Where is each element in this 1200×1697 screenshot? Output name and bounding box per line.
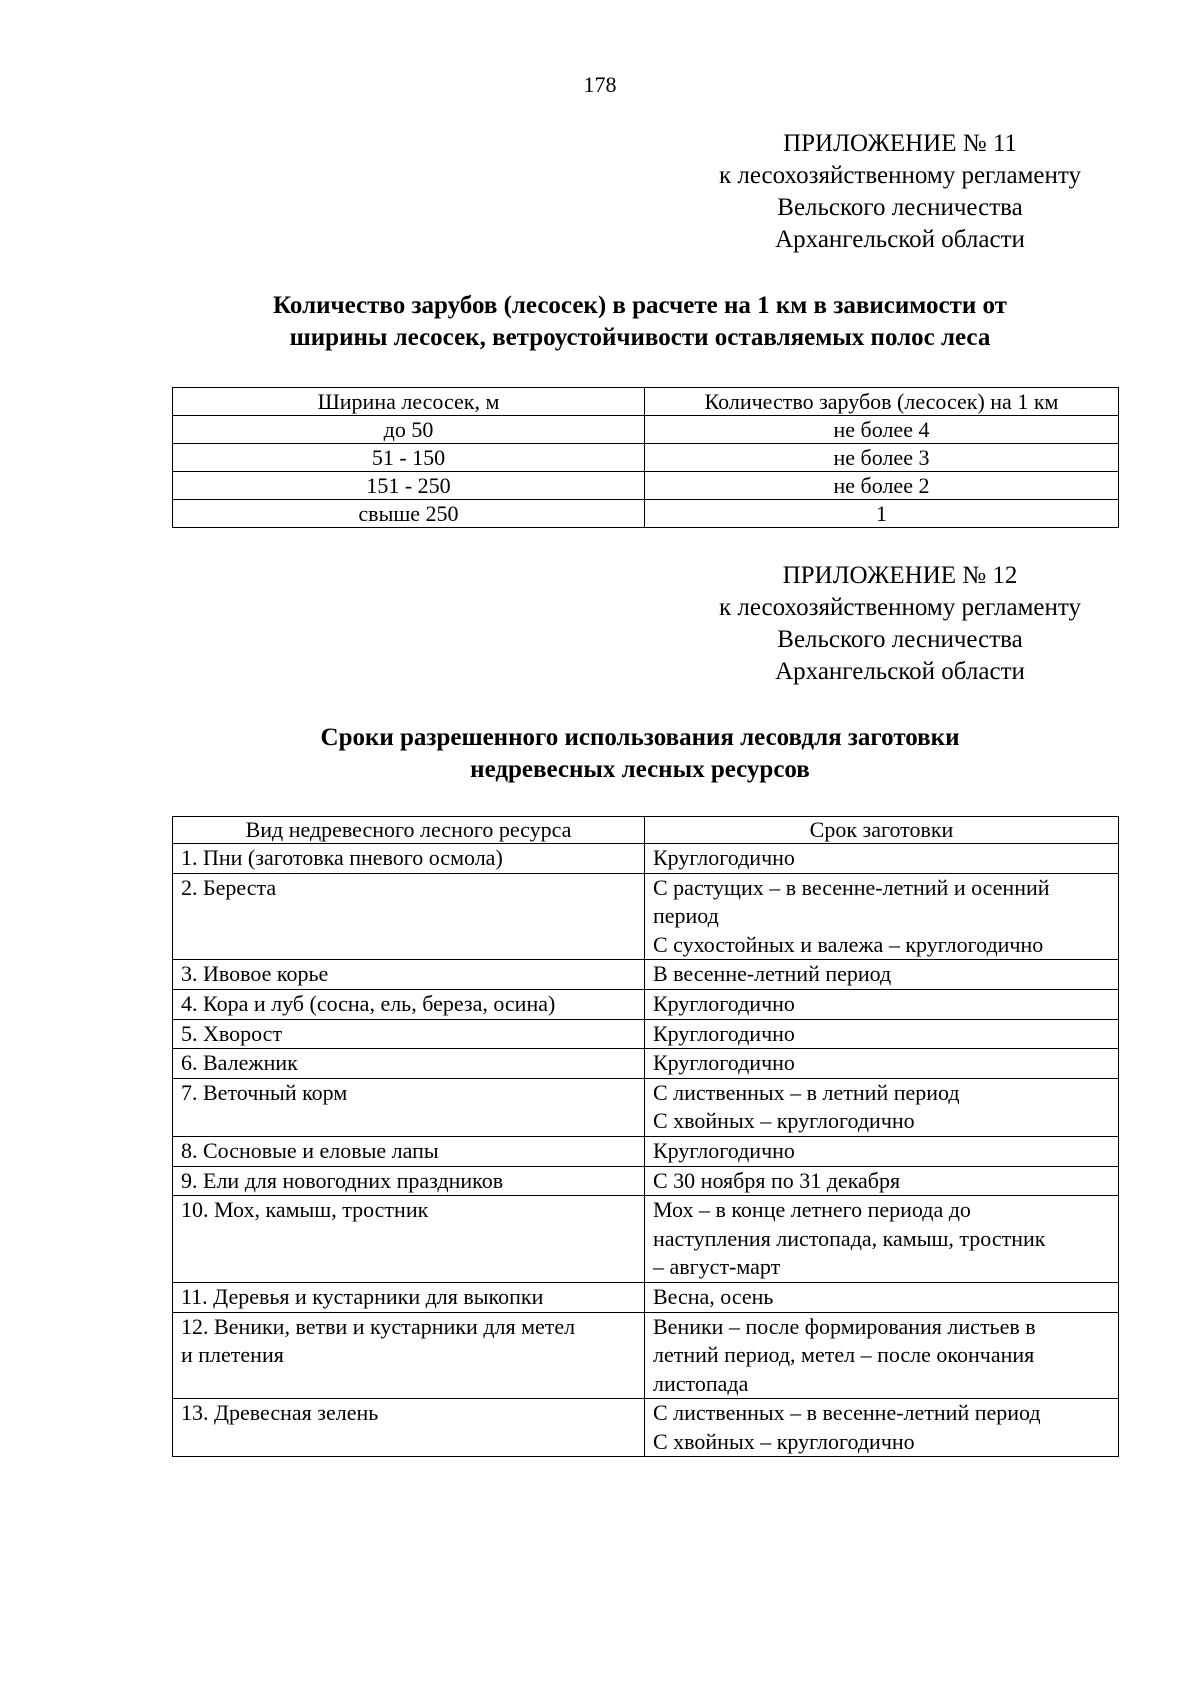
resource-cell — [173, 1166, 645, 1196]
resource-cell-line: 1. Пни (заготовка пневого осмола) — [181, 845, 503, 870]
term-cell-line: – август-март — [653, 1254, 781, 1280]
resource-cell-line: 7. Веточный корм — [181, 1079, 348, 1105]
table-1-title-line: Количество зарубов (лесосек) в расчете на 1 км в зависимости от — [273, 292, 1007, 319]
table-row — [173, 1166, 1119, 1196]
appendix-12-line: Вельского лесничества — [777, 626, 1023, 653]
term-cell-line: С сухостойных и валежа – круглогодично — [653, 931, 1044, 957]
width-cell: свыше 250 — [173, 500, 645, 528]
resource-cell-line: 13. Древесная зелень — [181, 1400, 379, 1426]
count-cell: не более 3 — [645, 444, 1119, 472]
resource-cell-line: 12. Веники, ветви и кустарники для метел — [181, 1313, 576, 1339]
resource-cell-line: 5. Хворост — [181, 1020, 283, 1046]
term-cell-line: Круглогодично — [653, 990, 795, 1016]
table-1-title — [160, 290, 1120, 354]
term-cell — [645, 1019, 1119, 1049]
term-cell — [645, 1399, 1119, 1457]
resource-cell — [173, 1282, 645, 1312]
column-header-width: Ширина лесосек, м — [173, 388, 645, 416]
term-cell-line: листопада — [653, 1370, 749, 1396]
table-row — [173, 1136, 1119, 1166]
table-row — [173, 1196, 1119, 1283]
table-row — [173, 1399, 1119, 1457]
resource-cell — [173, 989, 645, 1019]
resource-cell — [173, 1312, 645, 1399]
table-row — [173, 1019, 1119, 1049]
table-row — [173, 444, 1119, 472]
resource-cell — [173, 844, 645, 874]
table-row — [173, 1312, 1119, 1399]
term-cell-line: наступления листопада, камыш, тростник — [653, 1225, 1046, 1251]
term-cell-line: Круглогодично — [653, 1137, 795, 1163]
appendix-11-header — [680, 128, 1120, 256]
table-2-title — [160, 722, 1120, 786]
resource-cell-line: 11. Деревья и кустарники для выкопки — [181, 1283, 544, 1309]
resource-cell — [173, 1019, 645, 1049]
count-cell: не более 4 — [645, 416, 1119, 444]
term-cell-line: С хвойных – круглогодично — [653, 1108, 915, 1134]
resource-cell — [173, 1399, 645, 1457]
table-1-title-line: ширины лесосек, ветроустойчивости оставляемых полос леса — [289, 324, 991, 351]
term-cell — [645, 989, 1119, 1019]
page-number: 178 — [583, 72, 617, 97]
resource-cell-line: 6. Валежник — [181, 1050, 298, 1076]
column-header-resource: Вид недревесного лесного ресурса — [173, 817, 645, 844]
appendix-11-line: Архангельской области — [775, 226, 1025, 253]
term-cell-line: летний период, метел – после окончания — [653, 1342, 1035, 1368]
term-cell — [645, 960, 1119, 990]
appendix-11-line: к лесохозяйственному регламенту — [718, 162, 1082, 189]
table-row — [173, 1078, 1119, 1136]
term-cell — [645, 1196, 1119, 1283]
width-cell: до 50 — [173, 416, 645, 444]
resource-cell — [173, 1049, 645, 1079]
term-cell-line: С лиственных – в летний период — [653, 1079, 960, 1105]
term-cell — [645, 1078, 1119, 1136]
appendix-12-line: Архангельской области — [775, 658, 1025, 685]
table-row — [173, 472, 1119, 500]
resource-cell-line: 9. Ели для новогодних праздников — [181, 1167, 504, 1193]
appendix-11-line: ПРИЛОЖЕНИЕ № 11 — [783, 130, 1017, 157]
term-cell-line: Круглогодично — [653, 1020, 795, 1046]
width-cell: 151 - 250 — [173, 472, 645, 500]
term-cell — [645, 1136, 1119, 1166]
table-2-title-line: Сроки разрешенного использования лесовдля заготовки — [320, 724, 960, 751]
table-row — [173, 989, 1119, 1019]
resource-cell — [173, 1196, 645, 1283]
non-timber-resources-table — [172, 816, 1119, 1457]
count-cell: 1 — [645, 500, 1119, 528]
cutting-areas-table — [172, 387, 1119, 528]
term-cell — [645, 873, 1119, 960]
appendix-12-line: ПРИЛОЖЕНИЕ № 12 — [782, 562, 1018, 589]
table-row — [173, 416, 1119, 444]
term-cell-line: С растущих – в весенне-летний и осенний — [653, 874, 1050, 900]
term-cell-line: Круглогодично — [653, 845, 795, 870]
table-row — [173, 500, 1119, 528]
term-cell-line: период — [653, 903, 719, 929]
term-cell-line: С 30 ноября по 31 декабря — [653, 1167, 901, 1193]
term-cell — [645, 1166, 1119, 1196]
table-row — [173, 873, 1119, 960]
table-row — [173, 1049, 1119, 1079]
table-row — [173, 960, 1119, 990]
resource-cell — [173, 960, 645, 990]
resource-cell-line: 4. Кора и луб (сосна, ель, береза, осина) — [181, 990, 556, 1016]
table-header-row — [173, 388, 1119, 416]
resource-cell — [173, 1136, 645, 1166]
term-cell-line: В весенне-летний период — [653, 961, 892, 987]
resource-cell-line: 3. Ивовое корье — [181, 961, 329, 987]
column-header-count: Количество зарубов (лесосек) на 1 км — [645, 388, 1119, 416]
term-cell-line: Круглогодично — [653, 1050, 795, 1076]
appendix-11-line: Вельского лесничества — [777, 194, 1023, 221]
term-cell — [645, 1049, 1119, 1079]
count-cell: не более 2 — [645, 472, 1119, 500]
term-cell — [645, 844, 1119, 874]
resource-cell-line: 8. Сосновые и еловые лапы — [181, 1137, 439, 1163]
resource-cell — [173, 1078, 645, 1136]
width-cell: 51 - 150 — [173, 444, 645, 472]
term-cell-line: Весна, осень — [653, 1283, 774, 1309]
resource-cell-line: 10. Мох, камыш, тростник — [181, 1197, 429, 1223]
table-row — [173, 844, 1119, 874]
term-cell-line: С хвойных – круглогодично — [653, 1428, 915, 1454]
appendix-12-line: к лесохозяйственному регламенту — [718, 594, 1082, 621]
appendix-12-header — [680, 560, 1120, 688]
term-cell-line: С лиственных – в весенне-летний период — [653, 1400, 1041, 1426]
resource-cell-line: 2. Береста — [181, 874, 277, 900]
resource-cell-line: и плетения — [181, 1342, 284, 1368]
term-cell — [645, 1312, 1119, 1399]
term-cell-line: Мох – в конце летнего периода до — [653, 1197, 971, 1223]
table-2-title-line: недревесных лесных ресурсов — [470, 756, 810, 783]
term-cell — [645, 1282, 1119, 1312]
resource-cell — [173, 873, 645, 960]
term-cell-line: Веники – после формирования листьев в — [653, 1313, 1036, 1339]
table-header-row — [173, 817, 1119, 844]
table-row — [173, 1282, 1119, 1312]
column-header-term: Срок заготовки — [645, 817, 1119, 844]
